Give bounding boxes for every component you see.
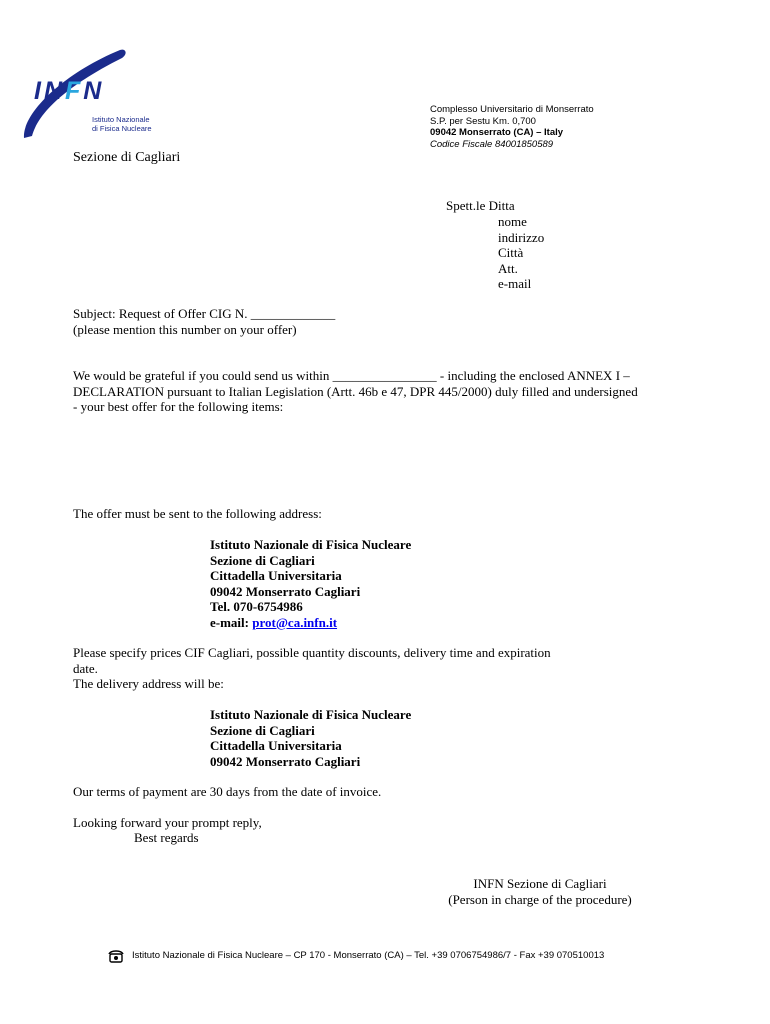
recipient-block <box>498 214 544 292</box>
offer-address-line3: Cittadella Universitaria <box>210 568 342 583</box>
delivery-address <box>210 707 411 769</box>
phone-icon <box>108 948 124 964</box>
offer-address-email <box>210 615 411 631</box>
recipient-city: Città <box>498 245 524 260</box>
recipient-address: indirizzo <box>498 229 545 245</box>
delivery-address-line2: Sezione di Cagliari <box>210 722 315 738</box>
body-intro-line2: DECLARATION pursuant to Italian Legislation (Artt. 46b e 47, DPR 445/2000) duly filled and undersigned <box>73 383 638 399</box>
logo-subtitle <box>92 115 152 133</box>
logo-sub-line2: di Fisica Nucleare <box>92 124 152 133</box>
subject-line1: Subject: Request of Offer CIG N. _____________ <box>73 306 336 321</box>
footer <box>108 948 604 964</box>
prices-text-line1: Please specify prices CIF Cagliari, possible quantity discounts, delivery time and expiration <box>73 645 551 660</box>
offer-email-label: e-mail: <box>210 614 253 630</box>
prices-text-line3: The delivery address will be: <box>73 676 224 691</box>
logo-wordmark <box>34 77 104 106</box>
logo-word-prefix: IN <box>34 77 65 105</box>
signature-line1: INFN Sezione di Cagliari <box>473 876 607 891</box>
recipient-email: e-mail <box>498 276 532 291</box>
offer-address-line1: Istituto Nazionale di Fisica Nucleare <box>210 537 412 552</box>
body-intro-line1: We would be grateful if you could send us within ________________ - including the enclosed ANNEX I – <box>73 368 630 383</box>
offer-email-link[interactable]: prot@ca.infn.it <box>252 614 338 630</box>
prices-text <box>73 645 551 692</box>
header-address-line2: S.P. per Sestu Km. 0,700 <box>430 115 536 127</box>
offer-address-line4: 09042 Monserrato Cagliari <box>210 583 361 599</box>
header-address-line1: Complesso Universitario di Monserrato <box>430 104 594 115</box>
offer-address-phone: Tel. 070-6754986 <box>210 599 303 614</box>
signature-line2: (Person in charge of the procedure) <box>448 891 632 907</box>
section-name: Sezione di Cagliari <box>73 150 181 165</box>
delivery-address-line4: 09042 Monserrato Cagliari <box>210 753 361 769</box>
infn-logo <box>22 44 182 144</box>
recipient-name: nome <box>498 214 527 229</box>
logo-word-suffix: N <box>83 77 105 105</box>
footer-text: Istituto Nazionale di Fisica Nucleare – CP 170 - Monserrato (CA) – Tel. +39 0706754986/7 - Fax +39 070510013 <box>132 950 605 962</box>
delivery-address-line1: Istituto Nazionale di Fisica Nucleare <box>210 707 412 722</box>
body-intro <box>73 368 638 415</box>
offer-address-line2: Sezione di Cagliari <box>210 552 315 568</box>
offer-address-intro: The offer must be sent to the following address: <box>73 506 322 521</box>
signature <box>430 876 650 907</box>
header-address-line4: Codice Fiscale 84001850589 <box>430 138 554 150</box>
offer-address <box>210 537 411 630</box>
delivery-address-line3: Cittadella Universitaria <box>210 738 342 753</box>
closing-line1: Looking forward your prompt reply, <box>73 815 262 830</box>
body-intro-line3: - your best offer for the following items: <box>73 399 284 414</box>
closing-line2: Best regards <box>134 830 199 845</box>
prices-text-line2: date. <box>73 660 98 676</box>
recipient-salutation: Spett.le Ditta <box>446 198 515 213</box>
logo-word-accent: F <box>65 77 84 105</box>
header-address-line3: 09042 Monserrato (CA) – Italy <box>430 127 564 138</box>
recipient-att: Att. <box>498 260 518 276</box>
payment-terms: Our terms of payment are 30 days from the date of invoice. <box>73 784 382 799</box>
header-address <box>430 104 594 150</box>
logo-sub-line1: Istituto Nazionale <box>92 115 150 124</box>
subject <box>73 306 335 337</box>
subject-line2: (please mention this number on your offer) <box>73 321 297 337</box>
